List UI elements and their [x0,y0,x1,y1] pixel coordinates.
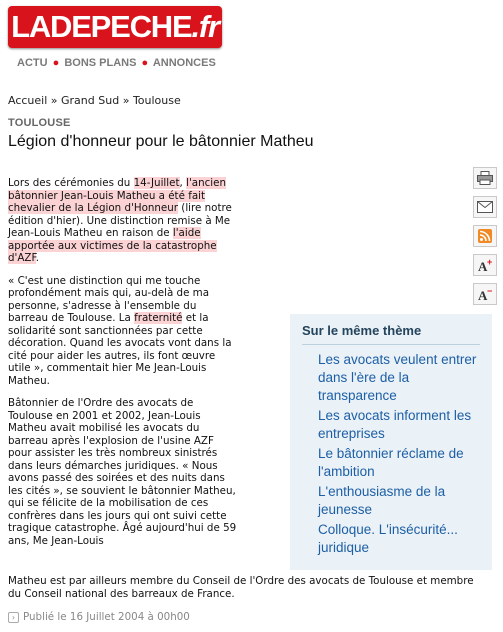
svg-text:−: − [487,287,493,296]
nav-bons-plans[interactable]: BONS PLANS [64,57,137,69]
text-segment: (lire notre édition d'hier). Une distinction remise à Me Jean-Louis Matheu en raison de [8,202,232,239]
breadcrumb-separator: » [122,94,130,107]
text-segment: « C'est une distinction qui me touche profondément mais qui, au-delà de ma personne, s'adresse à l'ensemble du barreau de Toulouse. La [8,274,210,324]
print-icon[interactable] [473,167,497,189]
related-article-link[interactable]: Le bâtonnier réclame de l'ambition [318,446,464,479]
article-paragraph-2 [8,275,238,388]
related-article-link[interactable]: Colloque. L'insécurité... juridique [318,522,458,555]
related-articles-list [318,351,478,557]
font-decrease-icon[interactable] [473,283,497,305]
text-segment: . [35,252,40,264]
related-article-link[interactable]: L'enthousiasme de la jeunesse [318,484,446,517]
nav-separator-dot: ● [52,57,60,69]
top-navigation [17,57,216,69]
publish-date [8,611,190,623]
email-icon[interactable] [473,196,497,218]
highlighted-text: 14-Juillet [133,177,180,189]
text-segment: , [179,177,187,189]
font-increase-icon[interactable] [473,254,497,276]
section-label: TOULOUSE [8,117,71,129]
highlighted-text: l'aide apportée aux victimes de la catastrophe d'AZF [8,227,217,264]
highlighted-text: fraternité [134,312,183,324]
article-headline: Légion d'honneur pour le bâtonnier Matheu [8,133,314,150]
breadcrumb-region[interactable]: Grand Sud [61,94,120,107]
site-logo[interactable] [8,6,222,48]
breadcrumb-city[interactable]: Toulouse [132,94,181,107]
related-article-link[interactable]: Les avocats veulent entrer dans l'ère de la transparence [318,352,477,403]
highlighted-text: l'ancien bâtonnier Jean-Louis Matheu a été fait chevalier de la Légion d'Honneur [8,177,226,214]
svg-text:A: A [478,259,488,272]
related-article-link[interactable]: Les avocats informent les entreprises [318,408,472,441]
article-paragraph-3-continued: Matheu est par ailleurs membre du Conseil de l'Ordre des avocats de Toulouse et membre du Conseil national des barreaux de France. [8,575,474,600]
publish-date-text: Publié le 16 Juillet 2004 à 00h00 [23,611,190,623]
breadcrumb-separator: » [50,94,58,107]
article-body [8,177,238,557]
article-paragraph-1 [8,177,238,265]
nav-separator-dot: ● [141,57,149,69]
breadcrumb-home[interactable]: Accueil [8,94,48,107]
logo-text: LADEPECHE.fr [11,9,219,44]
nav-actu[interactable]: ACTU [17,57,48,69]
arrow-icon: › [8,612,19,623]
svg-text:+: + [487,258,493,267]
article-paragraph-3: Bâtonnier de l'Ordre des avocats de Toulouse en 2001 et 2002, Jean-Louis Matheu avait mobilisé les avocats du barreau après l'explosion de l'usine AZF pour assister les très nombreux sinistrés dans leurs démarches juridiques. « Nous avons passé des soirées et des nuits dans les cités », se souvient le bâtonnier Matheu, qui se félicite de la mobilisation de ces confrères dans les jours qui ont suivi cette tragique catastrophe. Âgé aujourd'hui de 59 ans, Me Jean-Louis [8,397,237,547]
nav-annonces[interactable]: ANNONCES [152,57,216,69]
text-segment: Lors des cérémonies du [8,177,134,189]
article-tools [473,167,497,312]
related-articles-title: Sur le même thème [302,323,480,345]
breadcrumb [8,94,181,107]
rss-icon[interactable] [473,225,497,247]
text-segment: et la solidarité sont sanctionnées par cette décoration. Quand les avocats vont dans la cité pour aider les autres, ils font œuvre utile », commentait hier Me Jean-Louis Matheu. [8,312,232,387]
related-articles-box [290,314,492,570]
svg-text:A: A [478,288,488,301]
